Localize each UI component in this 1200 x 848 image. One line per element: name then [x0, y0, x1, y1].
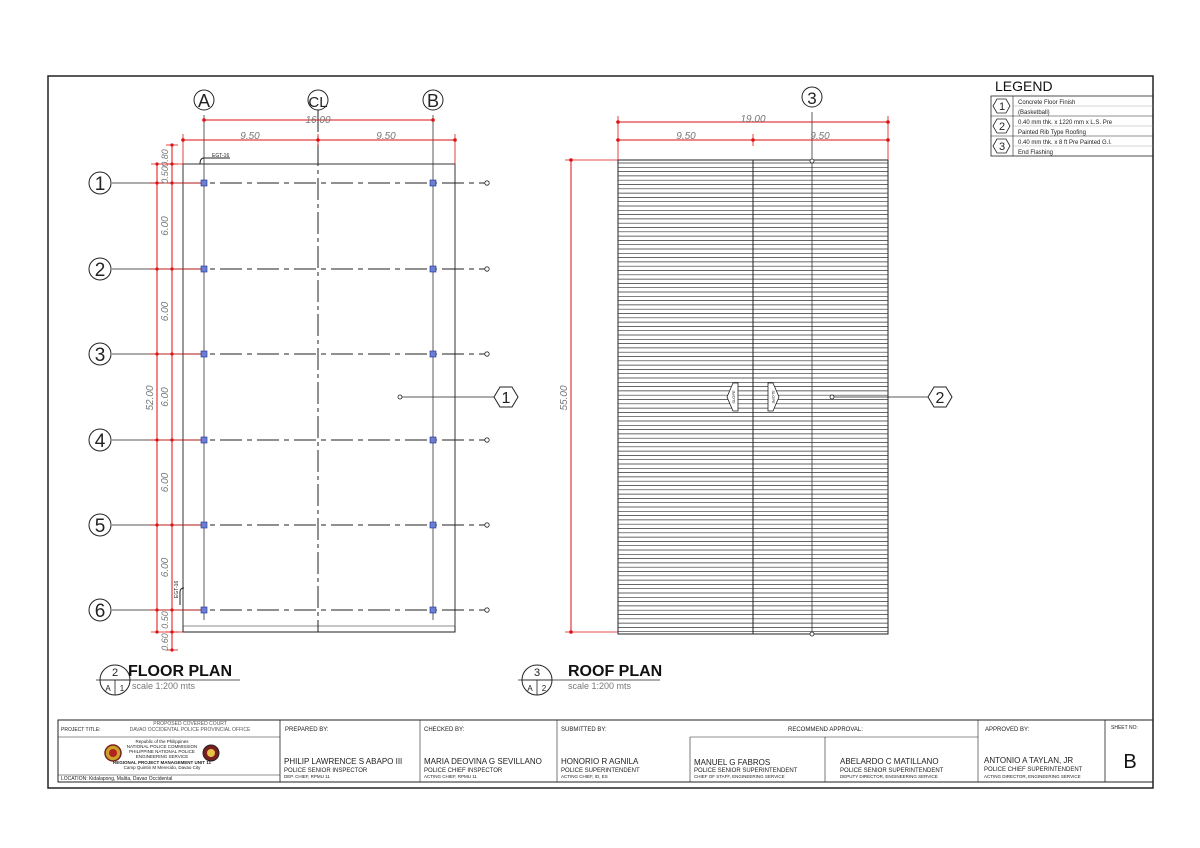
svg-text:MARIA DEOVINA G SEVILLANO: MARIA DEOVINA G SEVILLANO — [424, 757, 542, 766]
roof-dim-bay-left: 9.50 — [676, 131, 696, 142]
svg-text:ACTING DIRECTOR, ENGINEERING S: ACTING DIRECTOR, ENGINEERING SERVICE — [984, 774, 1081, 779]
column-post — [201, 607, 207, 613]
dim-row-spacing: 6.00 — [160, 387, 171, 407]
grid-row-2 — [89, 258, 489, 281]
tag-bottom: EGT-16 — [174, 580, 180, 598]
project-title-line2: DAVAO OCCIDENTAL POLICE PROVINCIAL OFFICE — [129, 727, 251, 733]
legend-item — [993, 99, 1075, 116]
legend-item — [993, 119, 1113, 136]
org-line: PHILIPPINE NATIONAL POLICE — [129, 749, 195, 754]
column-post — [201, 437, 207, 443]
column-bubble-cl — [308, 90, 328, 111]
org-address: Camp Quintin M Merecido, Davao City — [123, 765, 201, 770]
roof-dim-length: 55.00 — [559, 385, 570, 411]
svg-text:POLICE CHIEF SUPERINTENDENT: POLICE CHIEF SUPERINTENDENT — [984, 767, 1083, 773]
floor-callout-top: 2 — [111, 667, 119, 679]
column-post — [201, 266, 207, 272]
roof-plan-title-callout — [518, 663, 662, 695]
slope-label-right: SLOPE — [771, 390, 776, 404]
roof-callout-right: 2 — [541, 684, 547, 693]
roof-callout-top: 3 — [533, 667, 541, 679]
prepared-by-label: PREPARED BY: — [285, 727, 329, 733]
roof-legend-tag-label: 2 — [935, 390, 945, 407]
column-post — [201, 522, 207, 528]
org-line: Republic of the Philippines — [135, 739, 189, 744]
row-bubble-label: 4 — [94, 431, 106, 452]
grid-row-1 — [89, 172, 489, 195]
floor-callout-left: A — [105, 684, 111, 693]
submitted-by-label: SUBMITTED BY: — [561, 727, 607, 733]
svg-text:ACTING CHIEF, ID, ES: ACTING CHIEF, ID, ES — [561, 774, 608, 779]
column-post — [430, 266, 436, 272]
svg-text:ANTONIO A TAYLAN, JR: ANTONIO A TAYLAN, JR — [984, 756, 1074, 765]
column-post — [430, 437, 436, 443]
roof-callout-left: A — [527, 684, 533, 693]
legend-item — [993, 139, 1112, 156]
svg-text:POLICE SUPERINTENDENT: POLICE SUPERINTENDENT — [561, 768, 640, 774]
signatory-block — [424, 757, 542, 779]
roof-dim-width: 19.00 — [740, 114, 766, 125]
floor-plan-title: FLOOR PLAN — [128, 663, 232, 680]
svg-text:PHILIP LAWRENCE S ABAPO III: PHILIP LAWRENCE S ABAPO III — [284, 757, 403, 766]
svg-text:MANUEL G FABROS: MANUEL G FABROS — [694, 758, 771, 767]
project-title-line1: PROPOSED COVERED COURT — [153, 721, 227, 727]
dim-end-offset-bottom: 0.50 — [160, 611, 170, 629]
dim-row-spacing: 6.00 — [160, 557, 171, 578]
svg-text:1: 1 — [998, 101, 1006, 113]
roof-grid-bubble-label: 3 — [807, 89, 817, 108]
dim-overall-length: 52.00 — [145, 385, 156, 411]
column-bubble-b-label: B — [426, 91, 440, 111]
dim-row-spacing: 6.00 — [160, 216, 171, 236]
svg-text:POLICE SENIOR SUPERINTENDENT: POLICE SENIOR SUPERINTENDENT — [840, 768, 944, 774]
signatory-block — [284, 757, 402, 779]
org-line: ENGINEERING SERVICE — [135, 754, 189, 759]
svg-text:0.40 mm thk. x 8 ft Pre Painte: 0.40 mm thk. x 8 ft Pre Painted G.I. — [1018, 140, 1112, 146]
floor-plan — [89, 90, 518, 695]
roof-plan-title: ROOF PLAN — [568, 663, 663, 680]
column-post — [430, 522, 436, 528]
grid-row-3 — [89, 343, 489, 366]
svg-text:2: 2 — [998, 121, 1006, 133]
row-bubble-label: 2 — [94, 260, 106, 281]
column-bubble-cl-label: CL — [308, 94, 328, 111]
svg-text:HONORIO R AGNILA: HONORIO R AGNILA — [561, 757, 639, 766]
approved-by-label: APPROVED BY: — [985, 727, 1030, 733]
row-bubble-label: 6 — [94, 601, 106, 622]
svg-text:Painted Rib Type Roofing: Painted Rib Type Roofing — [1018, 130, 1086, 136]
row-bubble-label: 5 — [94, 516, 106, 537]
column-bubble-a — [194, 90, 214, 111]
column-post — [430, 351, 436, 357]
org-unit: REGIONAL PROJECT MANAGEMENT UNIT 11 — [113, 760, 211, 765]
column-bubble-a-label: A — [197, 91, 211, 111]
svg-text:Concrete Floor Finish: Concrete Floor Finish — [1018, 100, 1076, 106]
title-block — [58, 720, 1153, 782]
org-line: NATIONAL POLICE COMMISSION — [126, 744, 198, 749]
dim-row-spacing: 6.00 — [160, 472, 171, 493]
legend-title: LEGEND — [995, 78, 1053, 94]
column-post — [201, 180, 207, 186]
grid-row-6 — [89, 599, 489, 622]
svg-text:CHIEF OF STAFF, ENGINEERING SE: CHIEF OF STAFF, ENGINEERING SERVICE — [694, 774, 785, 779]
slope-label-left: SLOPE — [731, 390, 736, 404]
signatory-block — [694, 758, 798, 779]
floor-legend-tag-label: 1 — [501, 390, 511, 407]
project-title-label: PROJECT TITLE: — [61, 727, 101, 733]
dim-bottom-small: 0.60 — [160, 633, 170, 651]
dim-bay-left: 9.50 — [240, 131, 260, 142]
svg-text:ABELARDO C MATILLANO: ABELARDO C MATILLANO — [840, 757, 939, 766]
grid-row-4 — [89, 429, 489, 452]
column-bubble-b — [423, 90, 443, 111]
floor-plan-scale: scale 1:200 mts — [132, 681, 196, 691]
floor-slab-outline — [183, 164, 455, 632]
pnp-seal-icon — [203, 745, 219, 761]
svg-text:DEP. CHIEF, RPMU 11: DEP. CHIEF, RPMU 11 — [284, 774, 330, 779]
dim-overall-width: 16.00 — [305, 115, 331, 126]
svg-text:DEPUTY DIRECTOR, ENGINEERING S: DEPUTY DIRECTOR, ENGINEERING SERVICE — [840, 774, 938, 779]
floor-inner-line — [183, 164, 455, 626]
sheet-no: B — [1123, 751, 1137, 773]
svg-text:0.40 mm thk. x 1220 mm x L.S.: 0.40 mm thk. x 1220 mm x L.S. Pre — [1018, 120, 1113, 126]
dim-top-small: 0.80 — [160, 149, 170, 167]
floor-plan-title-callout — [96, 663, 240, 695]
napolcom-seal-icon — [105, 745, 121, 761]
dim-row-spacing: 6.00 — [160, 301, 171, 322]
svg-text:3: 3 — [998, 141, 1006, 153]
roof-plan — [518, 87, 952, 695]
floor-callout-right: 1 — [119, 684, 125, 693]
roof-grid-bubble — [802, 87, 822, 108]
roof-dim-bay-right: 9.50 — [810, 131, 830, 142]
checked-by-label: CHECKED BY: — [424, 727, 465, 733]
legend — [991, 78, 1153, 156]
svg-text:POLICE SENIOR INSPECTOR: POLICE SENIOR INSPECTOR — [284, 768, 368, 774]
sheet-no-label: SHEET NO: — [1111, 725, 1138, 731]
column-post — [430, 180, 436, 186]
roof-plan-scale: scale 1:200 mts — [568, 681, 632, 691]
grid-row-5 — [89, 514, 489, 537]
svg-text:ACTING CHIEF, RPMU 11: ACTING CHIEF, RPMU 11 — [424, 774, 477, 779]
svg-text:POLICE CHIEF INSPECTOR: POLICE CHIEF INSPECTOR — [424, 768, 503, 774]
row-bubble-label: 3 — [94, 345, 106, 366]
dim-end-offset-top: 0.50 — [160, 166, 170, 184]
signatory-block — [840, 757, 944, 779]
recommend-approval-label: RECOMMEND APPROVAL: — [788, 727, 863, 733]
svg-text:(Basketball): (Basketball) — [1018, 110, 1050, 116]
dim-bay-right: 9.50 — [376, 131, 396, 142]
signatory-block — [984, 756, 1083, 779]
svg-text:POLICE SENIOR SUPERINTENDENT: POLICE SENIOR SUPERINTENDENT — [694, 768, 798, 774]
column-post — [430, 607, 436, 613]
location: LOCATION: Kidalapong, Malita, Davao Occidental — [61, 776, 173, 782]
column-post — [201, 351, 207, 357]
svg-text:End Flashing: End Flashing — [1018, 150, 1054, 156]
tag-top: EGT-16 — [212, 153, 230, 159]
signatory-block — [561, 757, 640, 779]
row-bubble-label: 1 — [94, 174, 106, 195]
